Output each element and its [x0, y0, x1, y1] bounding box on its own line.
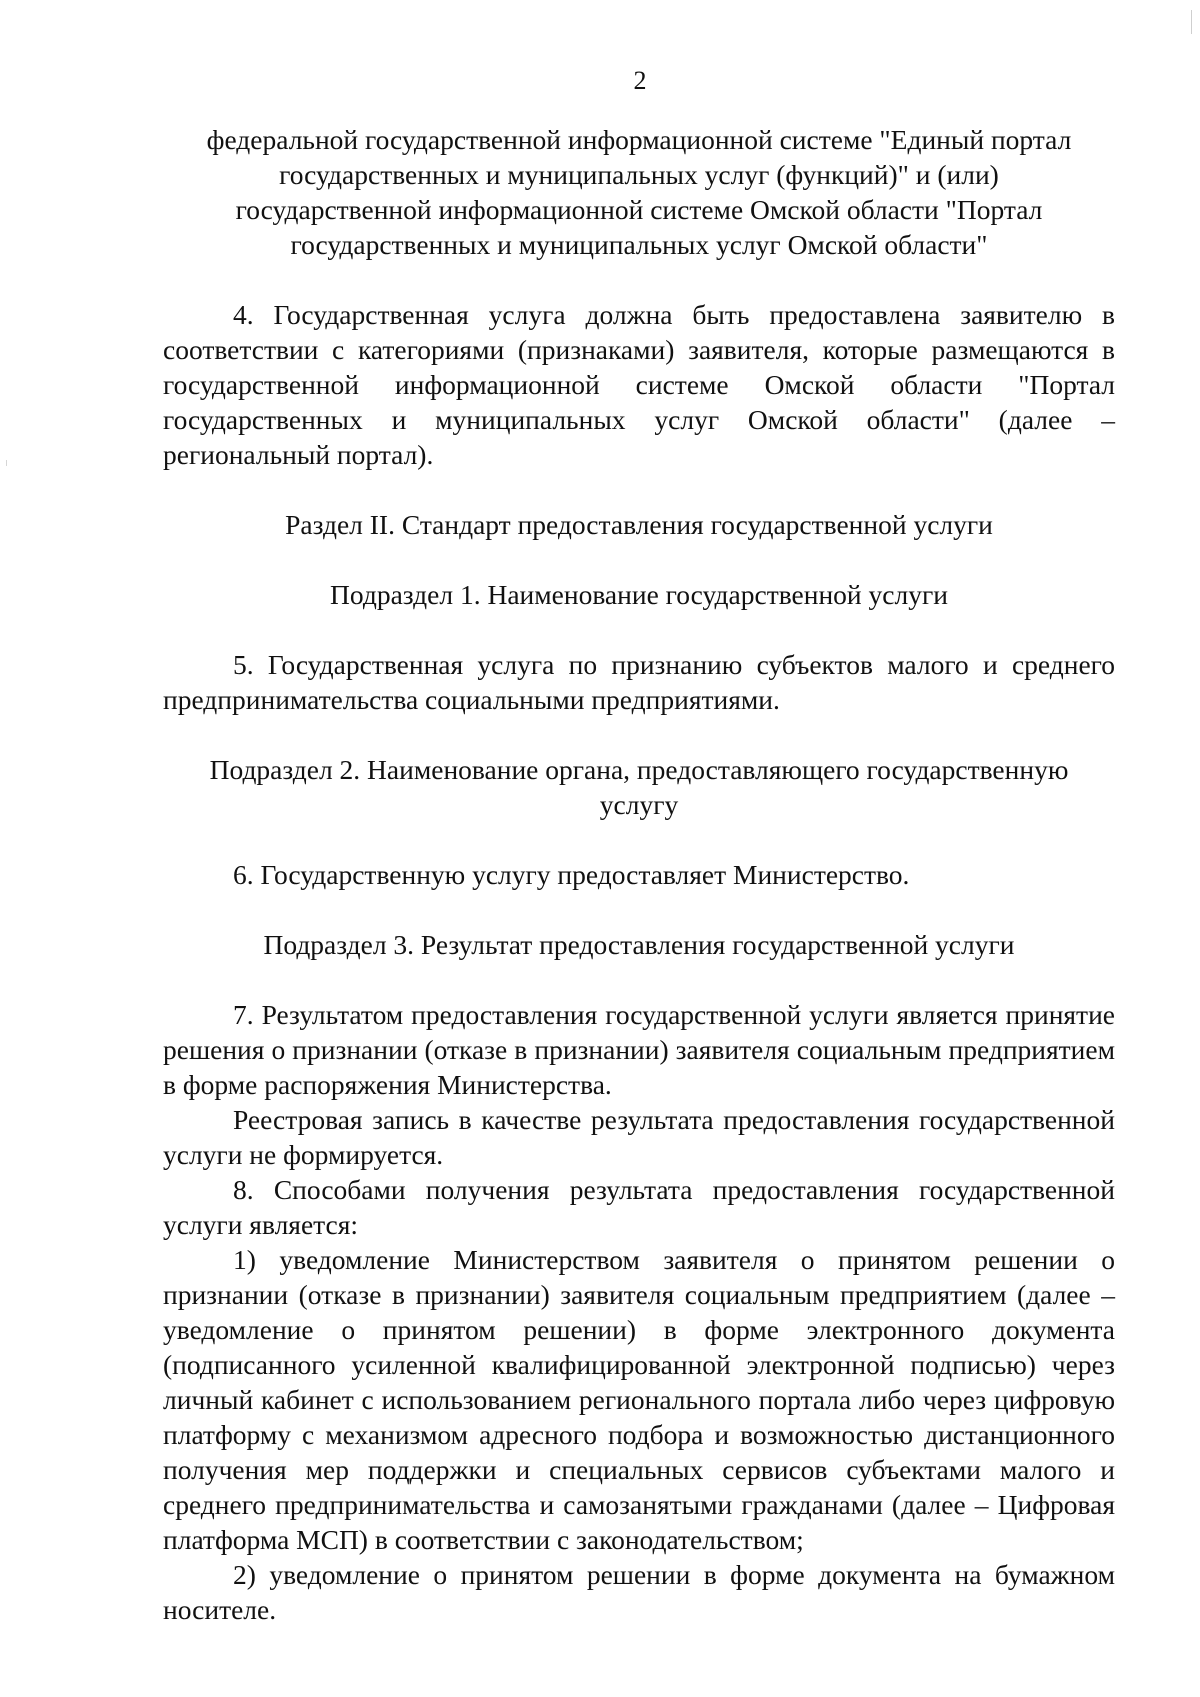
paragraph-7-registry: Реестровая запись в качестве результата предоставления государственной услуги не формируется. — [163, 1104, 1115, 1170]
page-number: 2 — [633, 66, 647, 95]
subsection-heading-1: Подраздел 1. Наименование государственной услуги — [330, 579, 948, 610]
scan-edge-mark — [1191, 10, 1192, 34]
paragraph-4: 4. Государственная услуга должна быть предоставлена заявителю в соответствии с категориями (признаками) заявителя, которые размещаются в государственной информационной системе Омской области "Портал государственных и муниципальных услуг Омской области" (далее – региональный портал). — [163, 299, 1115, 470]
paragraph-8-item-1: 1) уведомление Министерством заявителя о принятом решении о признании (отказе в признании) заявителя социальным предприятием (далее – уведомление о принятом решении) в форме электронного документа (подписанного усиленной квалифицированной электронной подписью) через личный кабинет с использованием регионального портала либо через цифровую платформу с механизмом адресного подбора и возможностью дистанционного получения мер поддержки и специальных сервисов субъектами малого и среднего предпринимательства и самозанятыми гражданами (далее – Цифровая платформа МСП) в соответствии с законодательством; — [163, 1244, 1115, 1555]
scan-edge-mark-left — [6, 460, 7, 466]
document-body — [163, 122, 1115, 1627]
intro-paragraph: федеральной государственной информационной системе "Единый портал государственных и муниципальных услуг (функций)" и (или) государственной информационной системе Омской области "Портал государственных и муниципальных услуг Омской области" — [206, 124, 1072, 260]
paragraph-8: 8. Способами получения результата предоставления государственной услуги является: — [163, 1174, 1115, 1240]
paragraph-7: 7. Результатом предоставления государственной услуги является принятие решения о признании (отказе в признании) заявителя социальным предприятием в форме распоряжения Министерства. — [163, 999, 1115, 1100]
section-heading-2: Раздел II. Стандарт предоставления государственной услуги — [285, 509, 993, 540]
subsection-heading-2: Подраздел 2. Наименование органа, предоставляющего государственную услугу — [209, 754, 1069, 820]
paragraph-6: 6. Государственную услугу предоставляет Министерство. — [233, 859, 910, 890]
paragraph-8-item-2: 2) уведомление о принятом решении в форме документа на бумажном носителе. — [163, 1559, 1115, 1625]
subsection-heading-3: Подраздел 3. Результат предоставления государственной услуги — [263, 929, 1015, 960]
paragraph-5: 5. Государственная услуга по признанию субъектов малого и среднего предпринимательства социальными предприятиями. — [163, 649, 1115, 715]
